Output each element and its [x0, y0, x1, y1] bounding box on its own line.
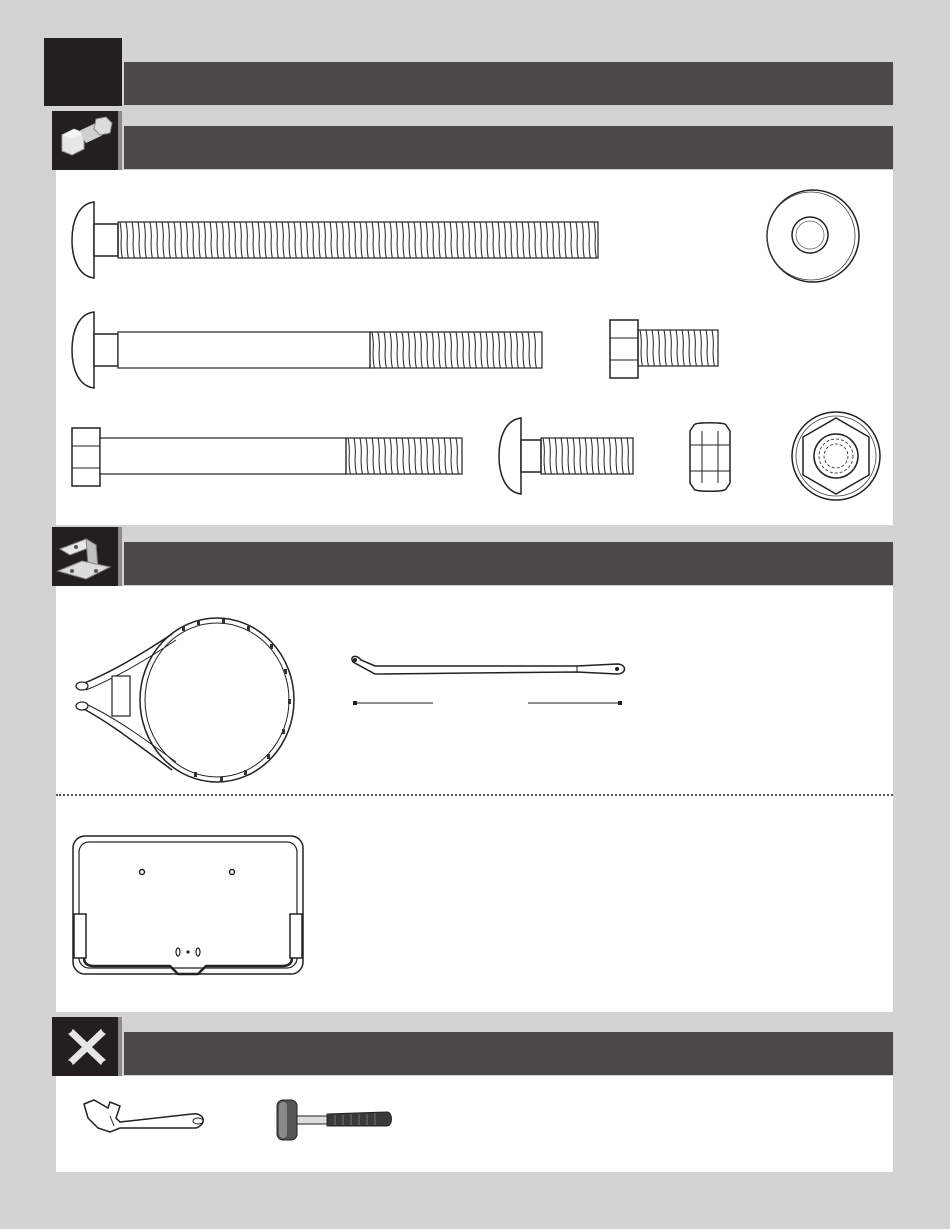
thread-ridge	[534, 222, 536, 258]
thread-ridge	[621, 438, 623, 474]
thread-ridge	[522, 222, 524, 258]
thread-ridge	[576, 222, 578, 258]
thread-ridge	[432, 222, 434, 258]
thread-ridge	[516, 332, 518, 368]
thread-ridge	[342, 222, 344, 258]
thread-ridge	[390, 332, 392, 368]
thread-ridge	[549, 438, 551, 474]
thread-ridge	[603, 438, 605, 474]
thread-ridge	[567, 438, 569, 474]
thread-ridge	[258, 222, 260, 258]
thread-ridge	[456, 332, 458, 368]
thread-ridge	[198, 222, 200, 258]
thread-ridge	[579, 438, 581, 474]
thread-ridge	[609, 438, 611, 474]
thread-ridge	[426, 332, 428, 368]
thread-ridge	[360, 438, 362, 474]
thread-ridge	[646, 330, 648, 366]
thread-ridge	[591, 438, 593, 474]
thread-ridge	[378, 438, 380, 474]
thread-ridge	[414, 222, 416, 258]
thread-ridge	[372, 332, 374, 368]
thread-ridge	[360, 222, 362, 258]
hardware-section-bar	[124, 126, 893, 169]
thread-ridge	[504, 332, 506, 368]
tools-icon-box	[52, 1017, 122, 1076]
thread-ridge	[384, 438, 386, 474]
thread-ridge	[474, 332, 476, 368]
thread-ridge	[516, 222, 518, 258]
backboard	[72, 834, 306, 978]
thread-ridge	[330, 222, 332, 258]
rim-assembly	[72, 614, 298, 786]
thread-ridge	[408, 332, 410, 368]
thread-ridge	[492, 222, 494, 258]
thread-ridge	[300, 222, 302, 258]
thread-ridge	[597, 438, 599, 474]
thread-ridge	[396, 438, 398, 474]
thread-ridge	[210, 222, 212, 258]
thread-ridge	[402, 222, 404, 258]
thread-ridge	[510, 332, 512, 368]
thread-ridge	[384, 222, 386, 258]
nylon-lock-nut	[686, 421, 734, 493]
thread-ridge	[432, 332, 434, 368]
thread-ridge	[585, 438, 587, 474]
thread-ridge	[420, 222, 422, 258]
thread-ridge	[652, 330, 654, 366]
thread-ridge	[306, 222, 308, 258]
thread-ridge	[552, 222, 554, 258]
thread-ridge	[486, 222, 488, 258]
adjustable-wrench	[80, 1098, 210, 1138]
thread-ridge	[204, 222, 206, 258]
thread-ridge	[396, 222, 398, 258]
thread-ridge	[444, 438, 446, 474]
step-number-box	[44, 38, 122, 106]
thread-ridge	[408, 438, 410, 474]
thread-ridge	[282, 222, 284, 258]
thread-ridge	[144, 222, 146, 258]
thread-ridge	[438, 222, 440, 258]
thread-ridge	[414, 438, 416, 474]
thread-ridge	[528, 222, 530, 258]
thread-ridge	[498, 332, 500, 368]
thread-ridge	[180, 222, 182, 258]
thread-ridge	[126, 222, 128, 258]
thread-ridge	[432, 438, 434, 474]
thread-ridge	[468, 332, 470, 368]
thread-ridge	[498, 222, 500, 258]
thread-ridge	[480, 222, 482, 258]
thread-ridge	[366, 222, 368, 258]
thread-ridge	[594, 222, 596, 258]
thread-ridge	[420, 332, 422, 368]
thread-ridge	[228, 222, 230, 258]
thread-ridge	[570, 222, 572, 258]
parts-icon-box	[52, 527, 122, 586]
thread-ridge	[270, 222, 272, 258]
thread-ridge	[336, 222, 338, 258]
thread-ridge	[438, 438, 440, 474]
parts-section-bar	[124, 542, 893, 585]
thread-ridge	[528, 332, 530, 368]
thread-ridge	[276, 222, 278, 258]
thread-ridge	[627, 438, 629, 474]
thread-ridge	[414, 332, 416, 368]
thread-ridge	[456, 222, 458, 258]
thread-ridge	[120, 222, 122, 258]
thread-ridge	[444, 222, 446, 258]
thread-ridge	[486, 332, 488, 368]
thread-ridge	[540, 222, 542, 258]
bolt-nut-icon	[52, 111, 122, 170]
hex-bolt-short	[608, 318, 723, 380]
thread-ridge	[396, 332, 398, 368]
thread-ridge	[186, 222, 188, 258]
thread-ridge	[462, 332, 464, 368]
thread-ridge	[534, 332, 536, 368]
thread-ridge	[174, 222, 176, 258]
thread-ridge	[558, 222, 560, 258]
thread-ridge	[354, 438, 356, 474]
thread-ridge	[468, 222, 470, 258]
thread-ridge	[444, 332, 446, 368]
bracket-icon	[52, 527, 122, 586]
thread-ridge	[474, 222, 476, 258]
thread-ridge	[216, 222, 218, 258]
thread-ridge	[480, 332, 482, 368]
thread-ridge	[168, 222, 170, 258]
thread-ridge	[366, 438, 368, 474]
thread-ridge	[450, 222, 452, 258]
thread-ridge	[561, 438, 563, 474]
thread-ridge	[492, 332, 494, 368]
thread-ridge	[354, 222, 356, 258]
thread-ridge	[234, 222, 236, 258]
thread-ridge	[390, 438, 392, 474]
thread-ridge	[294, 222, 296, 258]
thread-ridge	[402, 438, 404, 474]
rubber-mallet	[275, 1096, 395, 1144]
partial-thread-carriage-bolt	[70, 310, 548, 390]
thread-ridge	[348, 438, 350, 474]
thread-ridge	[450, 438, 452, 474]
thread-ridge	[156, 222, 158, 258]
thread-ridge	[162, 222, 164, 258]
thread-ridge	[150, 222, 152, 258]
thread-ridge	[378, 222, 380, 258]
thread-ridge	[384, 332, 386, 368]
thread-ridge	[504, 222, 506, 258]
long-carriage-bolt	[70, 200, 605, 280]
thread-ridge	[682, 330, 684, 366]
thread-ridge	[240, 222, 242, 258]
thread-ridge	[426, 222, 428, 258]
thread-ridge	[222, 222, 224, 258]
thread-ridge	[252, 222, 254, 258]
thread-ridge	[582, 222, 584, 258]
thread-ridge	[408, 222, 410, 258]
thread-ridge	[264, 222, 266, 258]
thread-ridge	[588, 222, 590, 258]
thread-ridge	[420, 438, 422, 474]
thread-ridge	[288, 222, 290, 258]
thread-ridge	[450, 332, 452, 368]
thread-ridge	[615, 438, 617, 474]
thread-ridge	[522, 332, 524, 368]
thread-ridge	[312, 222, 314, 258]
thread-ridge	[138, 222, 140, 258]
thread-ridge	[573, 438, 575, 474]
tools-section-bar	[124, 1032, 893, 1075]
thread-ridge	[318, 222, 320, 258]
thread-ridge	[700, 330, 702, 366]
thread-ridge	[640, 330, 642, 366]
thread-ridge	[402, 332, 404, 368]
thread-ridge	[438, 332, 440, 368]
thread-ridge	[246, 222, 248, 258]
thread-ridge	[688, 330, 690, 366]
thread-ridge	[456, 438, 458, 474]
thread-ridge	[564, 222, 566, 258]
thread-ridge	[324, 222, 326, 258]
thread-ridge	[664, 330, 666, 366]
rim-brace	[345, 652, 630, 712]
flat-washer	[765, 188, 861, 284]
thread-ridge	[426, 438, 428, 474]
flange-nut	[790, 410, 882, 502]
parts-divider	[56, 794, 893, 796]
thread-ridge	[510, 222, 512, 258]
thread-ridge	[670, 330, 672, 366]
thread-ridge	[543, 438, 545, 474]
thread-ridge	[132, 222, 134, 258]
hardware-icon-box	[52, 111, 122, 170]
thread-ridge	[658, 330, 660, 366]
short-carriage-bolt	[497, 416, 639, 496]
thread-ridge	[694, 330, 696, 366]
thread-ridge	[372, 222, 374, 258]
thread-ridge	[378, 332, 380, 368]
thread-ridge	[706, 330, 708, 366]
thread-ridge	[555, 438, 557, 474]
long-hex-bolt	[70, 426, 468, 488]
thread-ridge	[676, 330, 678, 366]
thread-ridge	[390, 222, 392, 258]
thread-ridge	[192, 222, 194, 258]
thread-ridge	[546, 222, 548, 258]
thread-ridge	[462, 222, 464, 258]
wrench-screwdriver-icon	[52, 1017, 122, 1076]
thread-ridge	[348, 222, 350, 258]
thread-ridge	[372, 438, 374, 474]
thread-ridge	[712, 330, 714, 366]
step-title-bar	[124, 62, 893, 105]
